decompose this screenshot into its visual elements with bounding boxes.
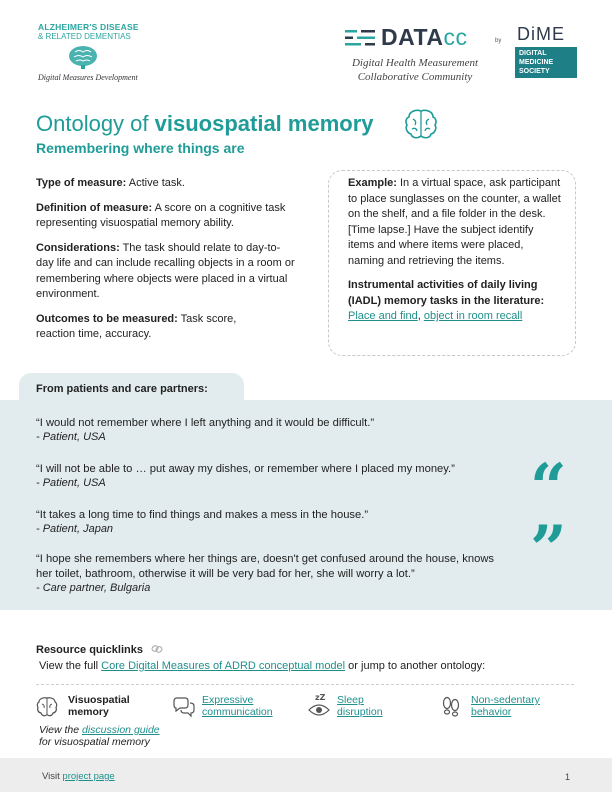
close-quote-icon: ” xyxy=(530,512,567,587)
expressive-communication-link[interactable]: Expressive communication xyxy=(202,694,273,718)
page-title xyxy=(36,111,374,137)
quote-text: “I hope she remembers where her things are, doesn't get confused around the house, knows her toilet, bathroom, otherwise it will be very bad for her, she will worry a lot.” xyxy=(36,553,494,580)
quotes-heading: From patients and care partners: xyxy=(36,383,208,395)
discussion-guide-note xyxy=(39,724,179,748)
measure-details xyxy=(36,176,298,343)
example-label: Example: xyxy=(348,177,397,189)
quicklinks-heading-row xyxy=(36,640,163,658)
datacc-main: DATA xyxy=(381,24,444,50)
example-content xyxy=(348,176,562,325)
def-label: Definition of measure: xyxy=(36,201,153,214)
dime-box xyxy=(515,47,577,78)
quote-source: - Patient, USA xyxy=(36,477,106,489)
conceptual-model-link[interactable]: Core Digital Measures of ADRD conceptual model xyxy=(101,660,346,672)
quicklinks-heading: Resource quicklinks xyxy=(36,644,143,656)
outcomes xyxy=(36,312,261,343)
example-text xyxy=(348,176,562,269)
cons-text: The task should relate to day-to-day life and can include recalling objects in a room or remembering where objects were placed in a virtual environment. xyxy=(36,241,295,300)
intro-post: or jump to another ontology: xyxy=(345,660,486,672)
quote-source: - Patient, Japan xyxy=(36,523,114,535)
place-and-find-link[interactable]: Place and find xyxy=(348,310,418,322)
non-sedentary-behavior-link[interactable]: Non-sedentary behavior xyxy=(471,694,540,718)
title-bold: visuospatial memory xyxy=(154,111,374,136)
dime-l2: MEDICINE xyxy=(519,59,554,66)
type-label: Type of measure: xyxy=(36,177,127,189)
out-text: Task score, reaction time, accuracy. xyxy=(36,312,237,340)
ql-sleep-disruption[interactable] xyxy=(307,690,437,718)
iadl-label: Instrumental activities of daily living (IADL) memory tasks in the literature: xyxy=(348,279,545,307)
quote-text: “It takes a long time to find things and makes a mess in the house.” xyxy=(36,509,369,521)
quote-text: “I will not be able to … put away my dishes, or remember where I placed my money.” xyxy=(36,463,455,475)
brain-logo-icon xyxy=(66,44,100,70)
datacc-cc: cc xyxy=(443,24,468,50)
quote-1 xyxy=(36,416,506,443)
datacc-tagline xyxy=(335,56,495,84)
by-label: by xyxy=(495,38,502,44)
footer-visit-label: Visit xyxy=(42,771,63,782)
speech-bubbles-icon xyxy=(172,696,196,718)
dime-logo xyxy=(515,24,577,78)
example-body: In a virtual space, ask participant to place sunglasses on the counter, a wallet on the shelf, and a file folder in the desk. [Time lapse.] Have the subject identify items and where items were placed, naming and retrieving the items. xyxy=(348,177,561,267)
alzheimers-brand xyxy=(38,22,148,82)
quicklinks-divider xyxy=(36,684,574,685)
intro-pre: View the full xyxy=(39,660,102,672)
quote-2 xyxy=(36,462,506,489)
open-quote-icon: “ xyxy=(530,450,567,525)
guide-pre: View the xyxy=(39,724,82,736)
cons-label: Considerations: xyxy=(36,241,120,254)
considerations xyxy=(36,241,298,303)
dime-l1: DIGITAL xyxy=(519,50,547,57)
ql-expressive-communication[interactable] xyxy=(172,694,302,718)
project-page-link[interactable]: project page xyxy=(62,771,115,782)
type-text: Active task. xyxy=(126,177,185,189)
dime-l3: SOCIETY xyxy=(519,68,550,75)
datacc-mark-icon xyxy=(343,26,377,50)
quote-source: - Care partner, Bulgaria xyxy=(36,582,151,594)
page-subtitle: Remembering where things are xyxy=(36,140,245,156)
alz-line2: & RELATED DEMENTIAS xyxy=(38,32,131,41)
datacc-tag-line1: Digital Health Measurement xyxy=(351,57,479,69)
quote-source: - Patient, USA xyxy=(36,431,106,443)
type-of-measure xyxy=(36,176,298,192)
brain-icon xyxy=(403,107,439,141)
datacc-tag-line2: Collaborative Community xyxy=(357,71,473,83)
quote-text: “I would not remember where I left anything and it would be difficult.” xyxy=(36,417,375,429)
ql-visuospatial-memory xyxy=(36,694,166,718)
quicklinks-intro xyxy=(39,660,485,672)
ql-label-current: Visuospatial memory xyxy=(68,694,130,718)
datacc-wordmark xyxy=(381,24,467,51)
out-label: Outcomes to be measured: xyxy=(36,312,178,325)
ql-non-sedentary-behavior[interactable] xyxy=(440,694,574,718)
svg-text:zZ: zZ xyxy=(315,693,326,702)
alz-line1: ALZHEIMER'S DISEASE xyxy=(38,22,139,32)
dime-wordmark: DiME xyxy=(517,24,565,44)
def-text: A score on a cognitive task representing visuospatial memory ability. xyxy=(36,201,286,229)
title-prefix: Ontology of xyxy=(36,111,155,136)
footer-visit xyxy=(42,771,115,782)
link-comma: , xyxy=(417,310,421,322)
footprints-icon xyxy=(440,696,462,718)
sleep-eye-icon xyxy=(307,692,331,720)
quote-4 xyxy=(36,552,506,594)
page-number: 1 xyxy=(565,772,571,782)
alz-subtitle: Digital Measures Development xyxy=(38,73,138,82)
brain-icon xyxy=(36,696,58,718)
iadl-text xyxy=(348,278,562,325)
object-in-room-recall-link[interactable]: object in room recall xyxy=(423,310,523,322)
discussion-guide-link[interactable]: discussion guide xyxy=(82,724,160,736)
guide-post: for visuospatial memory xyxy=(39,736,150,748)
link-icon xyxy=(151,644,163,654)
quote-3 xyxy=(36,508,506,535)
sleep-disruption-link[interactable]: Sleep disruption xyxy=(337,694,383,718)
definition-of-measure xyxy=(36,201,298,232)
